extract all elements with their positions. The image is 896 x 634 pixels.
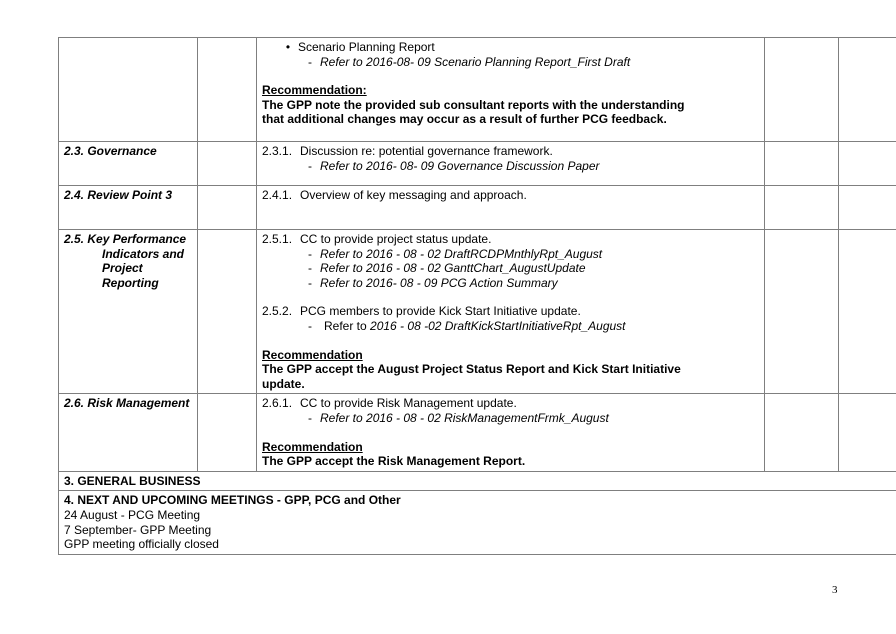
reference-line: - Refer to 2016 - 08 - 02 DraftRCDPMnthlyRpt_August <box>308 246 603 261</box>
presenter-cell <box>198 230 257 394</box>
item-cell <box>59 38 198 142</box>
action-cell <box>765 230 839 394</box>
numbered-item: 2.6.1. CC to provide Risk Management update. <box>262 396 517 411</box>
recommendation-text: The GPP accept the August Project Status Report and Kick Start Initiative <box>262 362 681 377</box>
meeting-line: GPP meeting officially closed <box>64 537 219 552</box>
table-row <box>59 471 896 491</box>
reference-line: - Refer to 2016-08- 09 Scenario Planning Report_First Draft <box>308 54 631 69</box>
action-cell <box>765 186 839 230</box>
meetings-cell <box>59 491 896 554</box>
meeting-line: 24 August - PCG Meeting <box>64 507 201 522</box>
list-item: • Scenario Planning Report <box>262 40 759 55</box>
recommendation-title: Recommendation <box>262 439 363 454</box>
due-cell <box>839 186 896 230</box>
item-label: 2.4. Review Point 3 <box>59 186 198 230</box>
meeting-line: 7 September- GPP Meeting <box>64 522 212 537</box>
reference-line: - Refer to 2016- 08 - 09 PCG Action Summary <box>308 275 558 290</box>
due-cell <box>839 394 896 471</box>
table-row <box>59 186 896 230</box>
content-cell <box>257 38 765 142</box>
content-cell <box>257 186 765 230</box>
page-number: 3 <box>832 584 838 596</box>
table-row <box>59 491 896 554</box>
item-label: 2.5. Key Performance Indicators and Project Reporting <box>59 230 198 394</box>
due-cell <box>839 38 896 142</box>
reference-line: - Refer to 2016 - 08 - 02 GanttChart_AugustUpdate <box>308 261 586 276</box>
numbered-item: 2.4.1. Overview of key messaging and approach. <box>262 188 527 202</box>
reference-line: - Refer to 2016 - 08 - 02 RiskManagementFrmk_August <box>308 410 609 425</box>
presenter-cell <box>198 142 257 186</box>
recommendation-text: update. <box>262 376 305 391</box>
recommendation-text: The GPP accept the Risk Management Report. <box>262 454 526 469</box>
numbered-item: 2.3.1. Discussion re: potential governance framework. <box>262 144 553 158</box>
content-cell <box>257 230 765 394</box>
section-heading: 3. GENERAL BUSINESS <box>59 471 896 491</box>
recommendation-title: Recommendation <box>262 347 363 362</box>
numbered-item: 2.5.2. PCG members to provide Kick Start Initiative update. <box>262 304 581 319</box>
action-cell <box>765 142 839 186</box>
presenter-cell <box>198 394 257 471</box>
content-cell <box>257 142 765 186</box>
table-row <box>59 230 896 394</box>
action-cell <box>765 394 839 471</box>
agenda-table <box>58 37 896 555</box>
table-row <box>59 394 896 471</box>
table-row <box>59 38 896 142</box>
presenter-cell <box>198 38 257 142</box>
presenter-cell <box>198 186 257 230</box>
section-heading: 4. NEXT AND UPCOMING MEETINGS - GPP, PCG and Other <box>64 493 401 508</box>
table-row <box>59 142 896 186</box>
due-cell <box>839 230 896 394</box>
action-cell <box>765 38 839 142</box>
content-cell <box>257 394 765 471</box>
recommendation-title: Recommendation: <box>262 83 367 98</box>
item-label: 2.6. Risk Management <box>59 394 198 471</box>
recommendation-text: The GPP note the provided sub consultant reports with the understanding <box>262 97 685 112</box>
numbered-item: 2.5.1. CC to provide project status update. <box>262 232 492 246</box>
reference-line: - Refer to 2016- 08- 09 Governance Discussion Paper <box>308 158 600 173</box>
item-label: 2.3. Governance <box>59 142 198 186</box>
bullet-icon: • <box>285 40 291 54</box>
reference-line: - Refer to 2016 - 08 -02 DraftKickStartInitiativeRpt_August <box>308 318 626 333</box>
recommendation-text: that additional changes may occur as a result of further PCG feedback. <box>262 112 667 127</box>
due-cell <box>839 142 896 186</box>
